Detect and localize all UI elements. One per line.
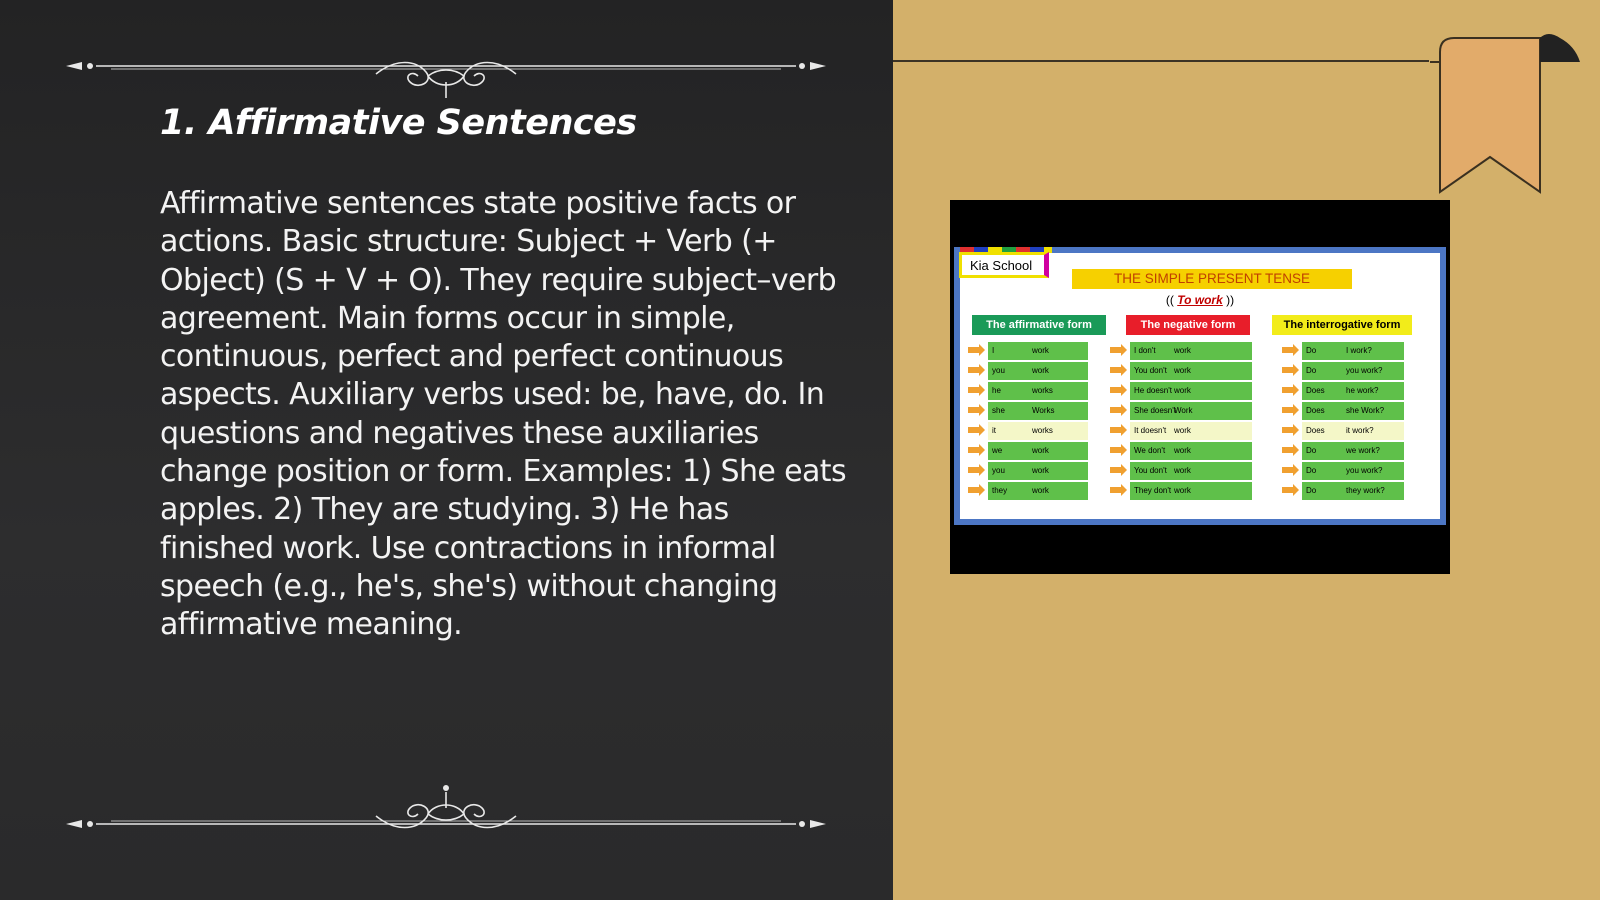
table-row xyxy=(1282,461,1412,481)
simple-present-tense-image xyxy=(954,247,1446,525)
table-cell: Does he work? xyxy=(1302,382,1404,400)
interrogative-column xyxy=(1282,341,1412,501)
interrogative-header: The interrogative form xyxy=(1272,315,1412,335)
table-cell: He doesn't work xyxy=(1130,382,1252,400)
table-cell: You don't work xyxy=(1130,462,1252,480)
verb-open: (( xyxy=(1165,293,1174,307)
verb-close: )) xyxy=(1226,293,1235,307)
arrow-icon xyxy=(968,447,980,453)
arrow-icon xyxy=(1282,487,1294,493)
table-cell: Do we work? xyxy=(1302,442,1404,460)
arrow-icon xyxy=(1282,367,1294,373)
arrow-icon xyxy=(1282,347,1294,353)
table-cell: it works xyxy=(988,422,1088,440)
arrow-icon xyxy=(1110,407,1122,413)
arrow-icon xyxy=(1282,407,1294,413)
table-cell: You don't work xyxy=(1130,362,1252,380)
table-cell: Does it work? xyxy=(1302,422,1404,440)
table-row xyxy=(968,481,1098,501)
table-cell: he works xyxy=(988,382,1088,400)
table-row xyxy=(968,381,1098,401)
arrow-icon xyxy=(1282,427,1294,433)
slide-title: 1. Affirmative Sentences xyxy=(160,103,637,143)
arrow-icon xyxy=(968,467,980,473)
table-cell: Do you work? xyxy=(1302,362,1404,380)
table-cell: We don't work xyxy=(1130,442,1252,460)
table-cell: They don't work xyxy=(1130,482,1252,500)
table-cell: we work xyxy=(988,442,1088,460)
verb-name: To work xyxy=(1177,293,1223,307)
arrow-icon xyxy=(968,407,980,413)
arrow-icon xyxy=(968,487,980,493)
arrow-icon xyxy=(968,347,980,353)
table-row xyxy=(968,401,1098,421)
table-row xyxy=(1110,461,1255,481)
table-row xyxy=(1282,341,1412,361)
table-row xyxy=(1282,481,1412,501)
affirmative-column xyxy=(968,341,1098,501)
slide-body-text: Affirmative sentences state positive facts or actions. Basic structure: Subject + Verb (+ Object) (S + V + O). They require subject–verb agreement. Main forms occur in simple, continuous, perfect and perfect continuous aspects. Auxiliary verbs used: be, have, do. In questions and negatives these auxiliaries change position or form. Examples: 1) She eats apples. 2) They are studying. 3) He has finished work. Use contractions in informal speech (e.g., he's, she's) without changing affirmative meaning. xyxy=(160,186,846,643)
arrow-icon xyxy=(1110,487,1122,493)
brand-label: Kia School xyxy=(959,252,1049,278)
table-cell: you work xyxy=(988,362,1088,380)
table-cell: She doesn't Work xyxy=(1130,402,1252,420)
verb-label xyxy=(960,293,1440,307)
table-row xyxy=(1110,401,1255,421)
arrow-icon xyxy=(1110,427,1122,433)
arrow-icon xyxy=(1110,347,1122,353)
table-row xyxy=(968,461,1098,481)
arrow-icon xyxy=(1282,387,1294,393)
negative-header: The negative form xyxy=(1126,315,1250,335)
table-cell: It doesn't work xyxy=(1130,422,1252,440)
arrow-icon xyxy=(968,387,980,393)
table-cell: I don't work xyxy=(1130,342,1252,360)
table-row xyxy=(968,441,1098,461)
horizontal-rule xyxy=(893,60,1429,62)
table-cell: Do they work? xyxy=(1302,482,1404,500)
table-row xyxy=(1282,421,1412,441)
table-row xyxy=(1110,361,1255,381)
table-row xyxy=(1110,481,1255,501)
table-cell: she Works xyxy=(988,402,1088,420)
table-row xyxy=(1110,441,1255,461)
arrow-icon xyxy=(968,367,980,373)
image-inner xyxy=(960,253,1440,519)
table-row xyxy=(1110,381,1255,401)
table-cell: they work xyxy=(988,482,1088,500)
table-row xyxy=(968,361,1098,381)
tense-heading: THE SIMPLE PRESENT TENSE xyxy=(1072,269,1352,289)
arrow-icon xyxy=(1110,467,1122,473)
arrow-icon xyxy=(1282,467,1294,473)
table-cell: Do you work? xyxy=(1302,462,1404,480)
table-row xyxy=(1282,401,1412,421)
table-cell: Does she Work? xyxy=(1302,402,1404,420)
top-ornament-divider xyxy=(66,38,826,98)
affirmative-header: The affirmative form xyxy=(972,315,1106,335)
arrow-icon xyxy=(1110,447,1122,453)
table-row xyxy=(1110,421,1255,441)
table-row xyxy=(1282,361,1412,381)
table-cell: I work xyxy=(988,342,1088,360)
table-cell: you work xyxy=(988,462,1088,480)
embedded-image-frame[interactable] xyxy=(950,200,1450,574)
arrow-icon xyxy=(1282,447,1294,453)
table-row xyxy=(1110,341,1255,361)
table-cell: Do I work? xyxy=(1302,342,1404,360)
table-row xyxy=(968,421,1098,441)
arrow-icon xyxy=(1110,387,1122,393)
table-row xyxy=(968,341,1098,361)
arrow-icon xyxy=(1110,367,1122,373)
bookmark-ribbon-icon xyxy=(1430,32,1580,202)
table-row xyxy=(1282,441,1412,461)
arrow-icon xyxy=(968,427,980,433)
table-row xyxy=(1282,381,1412,401)
bottom-ornament-divider xyxy=(66,776,826,836)
negative-column xyxy=(1110,341,1255,501)
